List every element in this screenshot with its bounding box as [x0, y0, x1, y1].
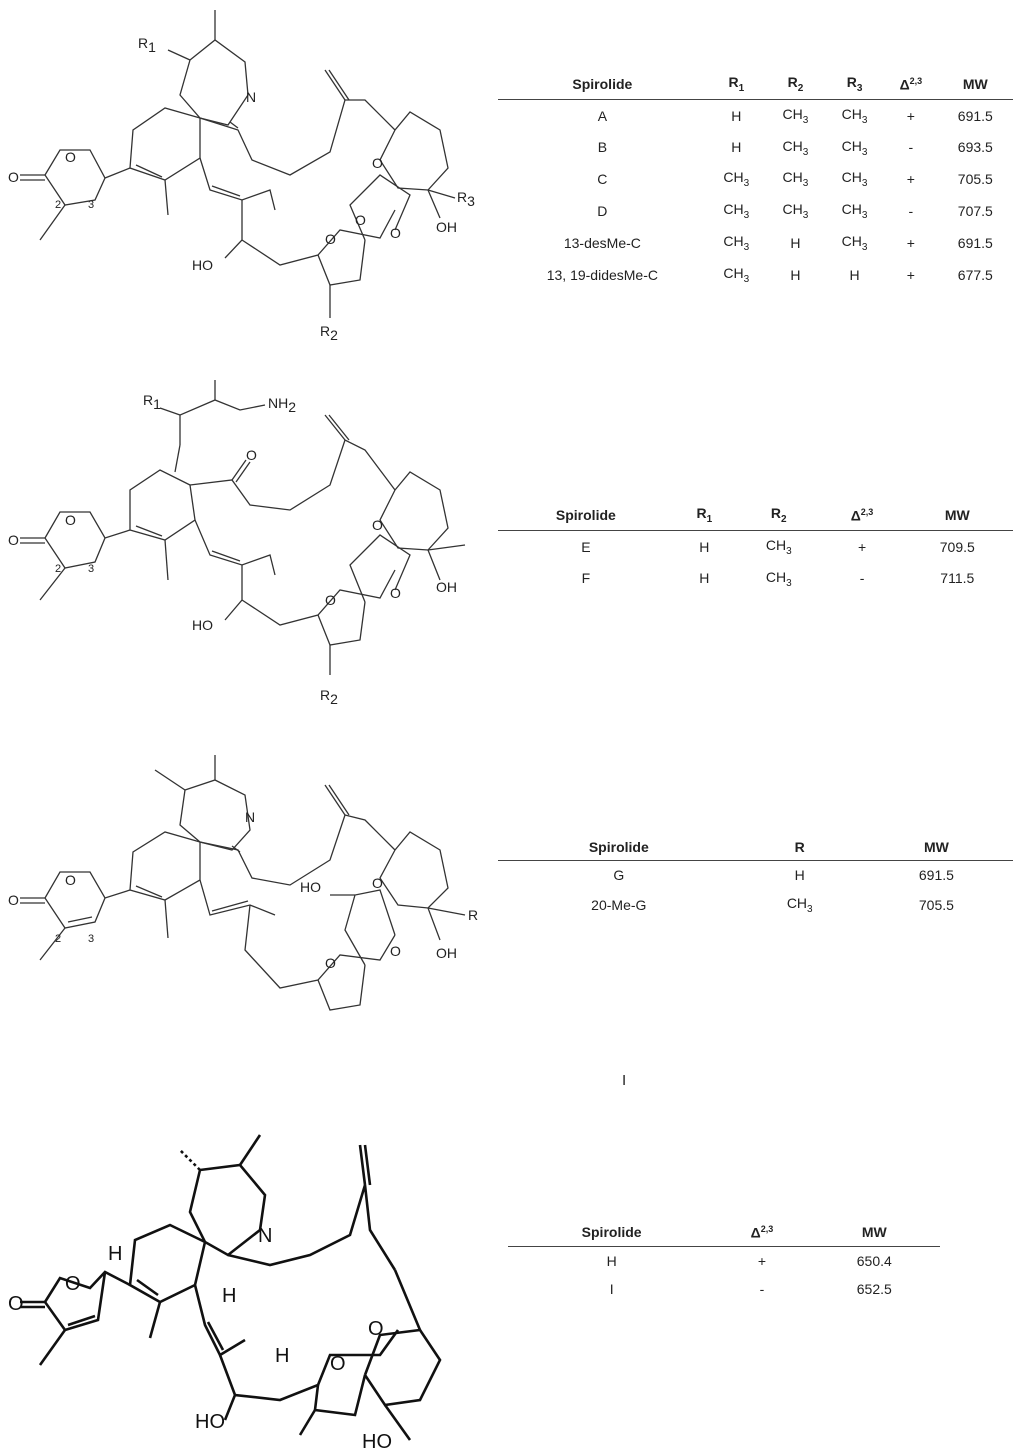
col-mw: MW — [860, 833, 1013, 861]
cell: E — [581, 538, 591, 555]
ho-label: HO — [192, 257, 213, 273]
spirolide-table-4 — [508, 1218, 940, 1303]
c2-label: 2 — [55, 933, 62, 945]
cell: 677.5 — [957, 266, 993, 283]
carbonyl-o-label: O — [8, 1293, 24, 1315]
h-label-1: H — [108, 1243, 123, 1265]
spirolide-structure-4 — [0, 1130, 500, 1452]
cell: $CH_3$ — [782, 201, 809, 221]
r1-label: R1 — [143, 392, 161, 412]
cell: C — [597, 171, 608, 188]
cell: 20-Me-G — [591, 896, 647, 913]
cell: 13-desMe-C — [563, 234, 641, 251]
cell: H — [794, 867, 805, 883]
cell: + — [857, 538, 867, 555]
cell: + — [906, 234, 915, 251]
table-header-row — [498, 68, 1013, 99]
cell: 711.5 — [940, 570, 975, 587]
h-label-3: H — [275, 1345, 290, 1367]
cell: H — [790, 266, 801, 283]
cell: D — [597, 203, 608, 220]
h-label-2: H — [222, 1285, 237, 1307]
thf-o-label: O — [330, 1353, 346, 1375]
oh-label: OH — [436, 945, 457, 961]
spirolide-structure-1 — [0, 0, 500, 350]
nh2-label: NH2 — [268, 395, 297, 415]
cell: 691.5 — [957, 234, 993, 251]
col-r2: $R_2$ — [735, 499, 822, 530]
spiro-o-label-2: O — [325, 955, 336, 971]
cell: H — [699, 538, 710, 555]
carbonyl-o-label: O — [8, 892, 19, 908]
r3-label: R3 — [457, 189, 475, 209]
spiro-o-label-2: O — [325, 231, 336, 247]
col-mw: MW — [809, 1218, 940, 1246]
cell: 705.5 — [957, 171, 993, 188]
pyran-o-label: O — [372, 155, 383, 171]
cell: + — [757, 1252, 767, 1269]
cell: $CH_3$ — [841, 105, 868, 126]
cell: 705.5 — [918, 896, 954, 913]
cell: 652.5 — [856, 1280, 892, 1297]
cell: $CH_3$ — [782, 169, 809, 190]
col-delta: Δ$^{2,3}$ — [715, 1218, 808, 1246]
spirolide-table-1 — [498, 68, 1013, 291]
cell: 650.4 — [856, 1252, 892, 1269]
cell: H — [790, 234, 801, 251]
cell: - — [908, 139, 914, 156]
cell: $CH_3$ — [782, 105, 809, 126]
col-r3: $R_3$ — [825, 68, 884, 99]
cell: - — [759, 1280, 765, 1297]
cell: $CH_3$ — [786, 895, 813, 915]
cell: + — [906, 171, 915, 188]
r2-label: R2 — [320, 687, 338, 707]
oh-label: OH — [436, 579, 457, 595]
table-row — [498, 99, 1013, 131]
pyran-o-label: O — [368, 1318, 384, 1340]
col-mw: MW — [902, 499, 1013, 530]
cell: 693.5 — [957, 139, 993, 156]
spiro-o-label-1: O — [390, 225, 401, 241]
table-row — [498, 530, 1013, 562]
cell: + — [906, 266, 915, 283]
cell: H — [849, 266, 860, 283]
ho-label-1: HO — [195, 1411, 225, 1433]
r-label: R — [468, 907, 479, 923]
cell: $CH_3$ — [841, 137, 868, 158]
c3-label: 3 — [88, 933, 95, 945]
cell: $CH_3$ — [723, 201, 750, 221]
r1-label: R1 — [138, 35, 156, 55]
spirolide-structure-2 — [0, 380, 500, 720]
imine-n-label: N — [245, 809, 256, 825]
spiro-o-label-2: O — [325, 592, 336, 608]
ketone-o-label: O — [246, 447, 257, 463]
table-header-row — [508, 1218, 940, 1246]
table-row — [498, 563, 1013, 595]
cell: $CH_3$ — [765, 536, 792, 557]
cell: 13, 19-didesMe-C — [546, 266, 658, 283]
lactone-o-label: O — [65, 872, 76, 888]
cell: A — [597, 107, 608, 124]
col-spirolide: Spirolide — [498, 499, 674, 530]
col-spirolide: Spirolide — [498, 833, 740, 861]
cell: 709.5 — [939, 538, 975, 555]
c3-label: 3 — [88, 199, 95, 211]
col-r1: $R_1$ — [707, 68, 766, 99]
cell: - — [859, 570, 865, 587]
table-row — [498, 195, 1013, 227]
cell: + — [906, 107, 915, 124]
stray-mark: I — [622, 1072, 627, 1089]
col-spirolide: Spirolide — [508, 1218, 715, 1246]
cell: $CH_3$ — [782, 137, 809, 158]
ho-label: HO — [300, 879, 321, 895]
cell: $CH_3$ — [841, 169, 868, 190]
cell: $CH_3$ — [723, 169, 750, 190]
cell: 707.5 — [957, 203, 993, 220]
table-row — [498, 889, 1013, 921]
col-spirolide: Spirolide — [498, 68, 707, 99]
table-row — [498, 259, 1013, 291]
cell: - — [908, 203, 914, 220]
pyran-o-label: O — [372, 875, 383, 891]
cell: 691.5 — [918, 867, 954, 883]
cell: $CH_3$ — [723, 232, 750, 253]
oh-label: OH — [436, 219, 457, 235]
table-header-row — [498, 833, 1013, 861]
cell: H — [699, 570, 710, 587]
lactone-o-label: O — [65, 1273, 81, 1295]
lactone-o-label: O — [65, 149, 76, 165]
cell: $CH_3$ — [841, 232, 868, 253]
cell: H — [731, 139, 742, 156]
table-row — [498, 861, 1013, 890]
c3-label: 3 — [88, 563, 95, 575]
table-row — [498, 132, 1013, 164]
spirolide-table-2 — [498, 499, 1013, 594]
spirolide-structure-3 — [0, 750, 500, 1030]
col-delta: Δ$^{2,3}$ — [884, 68, 938, 99]
table-row — [498, 163, 1013, 195]
spiro-o-label-3: O — [355, 212, 366, 228]
col-r: R — [740, 833, 860, 861]
spiro-o-label-1: O — [390, 585, 401, 601]
cell: H — [606, 1252, 617, 1269]
cell: H — [731, 107, 742, 124]
carbonyl-o-label: O — [8, 169, 19, 185]
col-mw: MW — [938, 68, 1013, 99]
c2-label: 2 — [55, 563, 62, 575]
table-row — [508, 1275, 940, 1303]
spiro-o-label-1: O — [390, 943, 401, 959]
cell: F — [581, 570, 591, 587]
spirolide-table-3 — [498, 833, 1013, 921]
imine-n-label: N — [246, 89, 257, 105]
cell: B — [597, 139, 608, 156]
table-row — [508, 1246, 940, 1275]
pyran-o-label: O — [372, 517, 383, 533]
col-r2: $R_2$ — [766, 68, 825, 99]
col-r1: $R_1$ — [674, 499, 735, 530]
r2-label: R2 — [320, 323, 338, 343]
imine-n-label: N — [258, 1225, 273, 1247]
c2-label: 2 — [55, 199, 62, 211]
cell: I — [609, 1280, 614, 1297]
table-row — [498, 227, 1013, 259]
cell: $CH_3$ — [841, 201, 868, 221]
table-header-row — [498, 499, 1013, 530]
lactone-o-label: O — [65, 512, 76, 528]
cell: $CH_3$ — [765, 568, 792, 589]
cell: $CH_3$ — [723, 264, 750, 285]
cell: 691.5 — [957, 107, 993, 124]
carbonyl-o-label: O — [8, 532, 19, 548]
cell: G — [613, 867, 625, 883]
ho-label: HO — [192, 617, 213, 633]
col-delta: Δ$^{2,3}$ — [822, 499, 901, 530]
ho-label-2: HO — [362, 1431, 392, 1452]
